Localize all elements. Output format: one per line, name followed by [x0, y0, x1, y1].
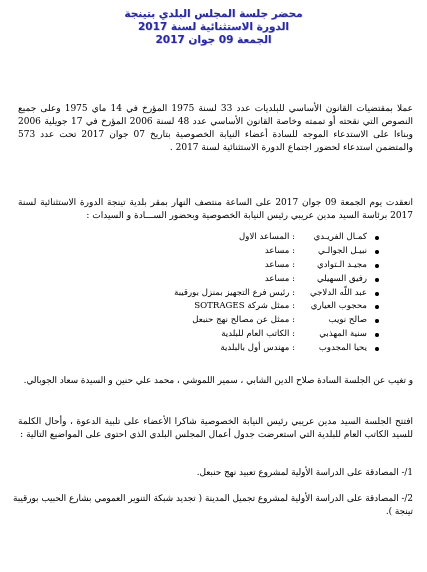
meeting-paragraph: انعقدت يوم الجمعة 09 جوان 2017 على الساعة منتصف النهار بمقر بلدية تينجة الدورة الاستثنائية لسنة 2017 برئاسة السيد مدين عريبي رئيس النيابة الخصوصية وبحضور الســـادة و السيدات :	[18, 198, 414, 221]
attendee-role: : مساعد	[264, 245, 295, 256]
session-subtitle: الدورة الاستثنائية لسنة 2017	[138, 21, 289, 33]
attendee-role: : مساعد	[264, 273, 295, 284]
attendee-role: : الكاتب العام للبلدية	[221, 329, 295, 340]
attendee-name: كمـال الفريـدي	[313, 232, 367, 242]
attendee-name: سنية المهذبي	[319, 329, 367, 340]
attendee-name: يحيا المجدوب	[318, 343, 367, 354]
list-item	[49, 231, 379, 245]
list-item	[49, 328, 379, 342]
attendee-role: : ممثل عن مصالح نهج حنبعل	[192, 315, 295, 326]
attendees-list	[49, 231, 379, 356]
document-title: محضر جلسة المجلس البلدي بتينجة	[124, 8, 303, 20]
attendee-role: : مهندس أول بالبلدية	[220, 343, 295, 354]
absent-paragraph: و تغيب عن الجلسة السادة صلاح الدين الشابي ، سمير اللموشي ، محمد علي حنين و السيدة سعاد الجوبالي.	[23, 376, 413, 386]
attendee-role: : رئيس فرع التجهيز بمنزل بورقيبة	[174, 287, 295, 298]
attendee-role: : ممثل شركة SOTRAGES	[194, 301, 295, 312]
attendee-name: نبيـل الجوالـي	[317, 245, 367, 256]
attendee-name: مجيـد الـتوادي	[316, 259, 367, 270]
attendee-name: عبد اللّه الدلاجي	[309, 287, 367, 298]
opening-paragraph: افتتح الجلسة السيد مدين عريبي رئيس النيابة الخصوصية شاكرا الأعضاء على تلبية الدعوة ، وأحال الكلمة للسيد الكاتب العام للبلدية التي استعرضت جدول أعمال المجلس البلدي الذي احتوى على المواضيع التالية :	[18, 417, 413, 440]
session-date: الجمعة 09 جوان 2017	[155, 34, 272, 46]
list-item	[49, 259, 379, 273]
attendee-name: صالح نويب	[328, 315, 367, 326]
list-item	[49, 300, 379, 314]
attendee-role: : مساعد	[264, 259, 295, 270]
attendee-name: محجوب العياري	[310, 301, 367, 312]
list-item	[49, 273, 379, 287]
attendee-name: رفيق السهيلي	[317, 273, 367, 284]
list-item	[49, 287, 379, 301]
list-item	[49, 314, 379, 328]
agenda-item: 1/- المصادقة على الدراسة الأولية لمشروع تعبيد نهج حنبعل.	[196, 468, 413, 478]
attendee-role: : المساعد الاول	[239, 232, 295, 242]
list-item	[49, 342, 379, 356]
intro-paragraph: عملا بمقتضيات القانون الأساسي للبلديات عدد 33 لسنة 1975 المؤرخ في 14 ماي 1975 وعلى جميع النصوص التي نقحته أو تممته وخاصة القانون الأساسي عدد 48 لسنة 2006 المؤرخ في 17 جويلية 2006 وبناءا على الاستدعاء الموجه للسادة أعضاء النيابة الخصوصية بتاريخ 07 جوان 2017 تحت عدد 573 والمتضمن استدعاء لحضور اجتماع الدورة الاستثنائية لسنة 2017 .	[18, 104, 413, 153]
list-item	[49, 245, 379, 259]
agenda-item: 2/- المصادقة على الدراسة الأولية لمشروع تجميل المدينة ( تجديد شبكة التنوير العمومي بشارع الحبيب بورقيبة تينجة ).	[13, 494, 413, 517]
